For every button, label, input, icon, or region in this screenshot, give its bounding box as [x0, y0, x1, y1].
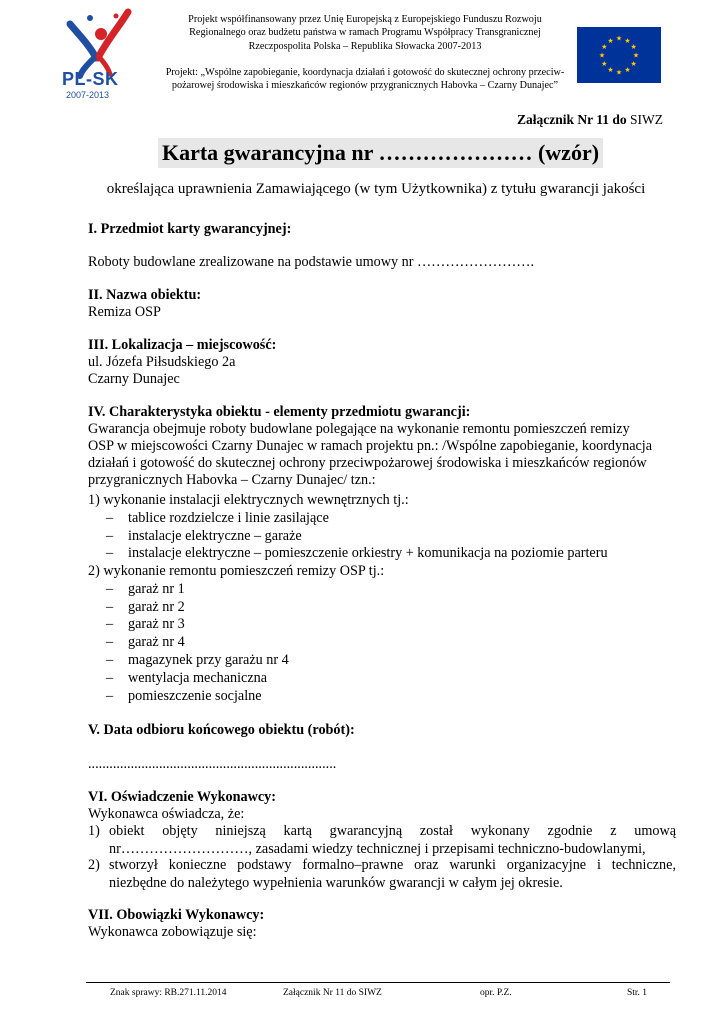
list-item: [106, 599, 185, 617]
section-4-para-line: działań i gotowość do skutecznej ochrony przeciwpożarowej środowiska i mieszkańców regionów: [88, 455, 647, 471]
section-6-intro: Wykonawca oświadcza, że:: [88, 806, 245, 822]
item-text: obiekt objęty niniejszą kartą gwarancyjną został wykonany zgodnie z umową nr………………………, zasadami wiedzy technicznej i przepisami techniczno-budowlanymi,: [109, 823, 676, 857]
section-6-heading: VI. Oświadczenie Wykonawcy:: [88, 789, 276, 805]
list-item-text: instalacje elektryczne – garaże: [128, 528, 302, 544]
pl-sk-logo: [60, 6, 136, 102]
section-3-line: ul. Józefa Piłsudskiego 2a: [88, 354, 236, 370]
project-line: Projekt: „Wspólne zapobieganie, koordynacja działań i gotowość do skutecznej ochrony przeciw-: [165, 67, 565, 78]
dash-bullet: –: [106, 510, 114, 526]
logo-years: 2007-2013: [66, 90, 110, 100]
eu-star-icon: ★: [624, 66, 631, 75]
list-item: [106, 545, 608, 563]
eu-star-icon: ★: [615, 68, 623, 77]
dash-bullet: –: [106, 545, 114, 561]
list-item-text: garaż nr 4: [128, 634, 185, 650]
footer-page-number: Str. 1: [627, 988, 648, 998]
declaration-item: [88, 823, 676, 858]
funding-line: Projekt współfinansowany przez Unię Europejską z Europejskiego Funduszu Rozwoju: [188, 14, 542, 25]
dash-bullet: –: [106, 634, 114, 650]
list-item-text: pomieszczenie socjalne: [128, 688, 262, 704]
dash-bullet: –: [106, 688, 114, 704]
eu-star-icon: ★: [598, 51, 606, 60]
footer-case-number: Znak sprawy: RB.271.11.2014: [110, 988, 227, 998]
list-item: [106, 581, 185, 599]
completion-date-blank: ......................................................................: [88, 756, 337, 772]
list-1-title: 1) wykonanie instalacji elektrycznych wewnętrznych tj.:: [88, 492, 409, 508]
document-title: Karta gwarancyjna nr ………………… (wzór): [161, 140, 600, 165]
document-subtitle: określająca uprawnienia Zamawiającego (w tym Użytkownika) z tytułu gwarancji jakości: [106, 181, 646, 197]
list-item-text: garaż nr 3: [128, 616, 185, 632]
section-3-heading: III. Lokalizacja – miejscowość:: [88, 337, 277, 353]
logo-text: PL-SK: [62, 69, 119, 89]
dash-bullet: –: [106, 670, 114, 686]
section-4-para-line: przygranicznych Habovka – Czarny Dunajec/ tzn.:: [88, 472, 376, 488]
footer-annex: Załącznik Nr 11 do SIWZ: [283, 988, 382, 998]
list-item-text: garaż nr 2: [128, 599, 185, 615]
funding-statement: [150, 13, 580, 53]
item-number: 1): [88, 823, 100, 839]
section-3-line: Czarny Dunajec: [88, 371, 180, 387]
eu-star-icon: ★: [632, 51, 640, 60]
eu-star-icon: ★: [630, 43, 637, 51]
eu-star-icon: ★: [630, 60, 637, 68]
dash-bullet: –: [106, 581, 114, 597]
list-item: [106, 688, 262, 706]
section-4-para-line: OSP w miejscowości Czarny Dunajec w ramach projektu pn.: /Wspólne zapobieganie, koordynacja: [88, 438, 653, 454]
annex-label-rest: SIWZ: [626, 112, 663, 127]
section-2-heading: II. Nazwa obiektu:: [88, 287, 202, 303]
eu-star-icon: ★: [601, 60, 608, 68]
dash-bullet: –: [106, 528, 114, 544]
list-item: [106, 616, 185, 634]
dash-bullet: –: [106, 616, 114, 632]
funding-line: Regionalnego oraz budżetu państwa w ramach Programu Współpracy Transgranicznej: [189, 27, 541, 39]
project-line: pożarowej środowiska i mieszkańców regionów przygranicznych Habovka – Czarny Dunajec”: [171, 80, 559, 92]
list-item-text: wentylacja mechaniczna: [128, 670, 268, 686]
section-1-text: Roboty budowlane zrealizowane na podstawie umowy nr …………………….: [88, 254, 535, 270]
section-2-text: Remiza OSP: [88, 304, 161, 320]
list-item: [106, 528, 302, 546]
eu-star-icon: ★: [607, 36, 614, 45]
section-7-heading: VII. Obowiązki Wykonawcy:: [88, 907, 265, 923]
section-5-heading: V. Data odbioru końcowego obiektu (robót):: [88, 722, 355, 738]
list-item: [106, 510, 329, 528]
section-7-intro: Wykonawca zobowiązuje się:: [88, 924, 257, 940]
list-item: [106, 670, 267, 688]
eu-star-icon: ★: [624, 36, 631, 45]
section-4-para-line: Gwarancja obejmuje roboty budowlane polegające na wykonanie remontu pomieszczeń remizy: [88, 421, 630, 437]
list-item-text: garaż nr 1: [128, 581, 185, 597]
footer-prepared-by: opr. P.Z.: [480, 988, 512, 998]
list-item-text: instalacje elektryczne – pomieszczenie orkiestry + komunikacja na poziomie parteru: [128, 545, 608, 561]
eu-star-icon: ★: [601, 43, 608, 51]
footer-divider: [86, 982, 670, 983]
item-text: stworzył konieczne podstawy formalno–prawne oraz warunki organizacyjne i techniczne, niezbędne do należytego wypełnienia warunków gwarancji w całym jej okresie.: [109, 857, 676, 891]
eu-flag-icon: [577, 27, 661, 83]
declaration-item: [88, 857, 676, 892]
project-statement: [150, 66, 580, 93]
list-item-text: magazynek przy garażu nr 4: [128, 652, 289, 668]
list-item: [106, 652, 289, 670]
funding-line: Rzeczpospolita Polska – Republika Słowacka 2007-2013: [248, 40, 482, 52]
eu-star-icon: ★: [615, 34, 623, 43]
list-2-title: 2) wykonanie remontu pomieszczeń remizy OSP tj.:: [88, 563, 385, 579]
dash-bullet: –: [106, 652, 114, 668]
item-number: 2): [88, 857, 100, 873]
list-item: [106, 634, 185, 652]
dash-bullet: –: [106, 599, 114, 615]
annex-label-bold: Załącznik Nr 11 do: [516, 112, 627, 127]
eu-star-icon: ★: [607, 66, 614, 75]
section-4-heading: IV. Charakterystyka obiektu - elementy przedmiotu gwarancji:: [88, 404, 471, 420]
annex-label: [517, 112, 663, 128]
list-item-text: tablice rozdzielcze i linie zasilające: [128, 510, 329, 526]
section-1-heading: I. Przedmiot karty gwarancyjnej:: [88, 221, 292, 237]
